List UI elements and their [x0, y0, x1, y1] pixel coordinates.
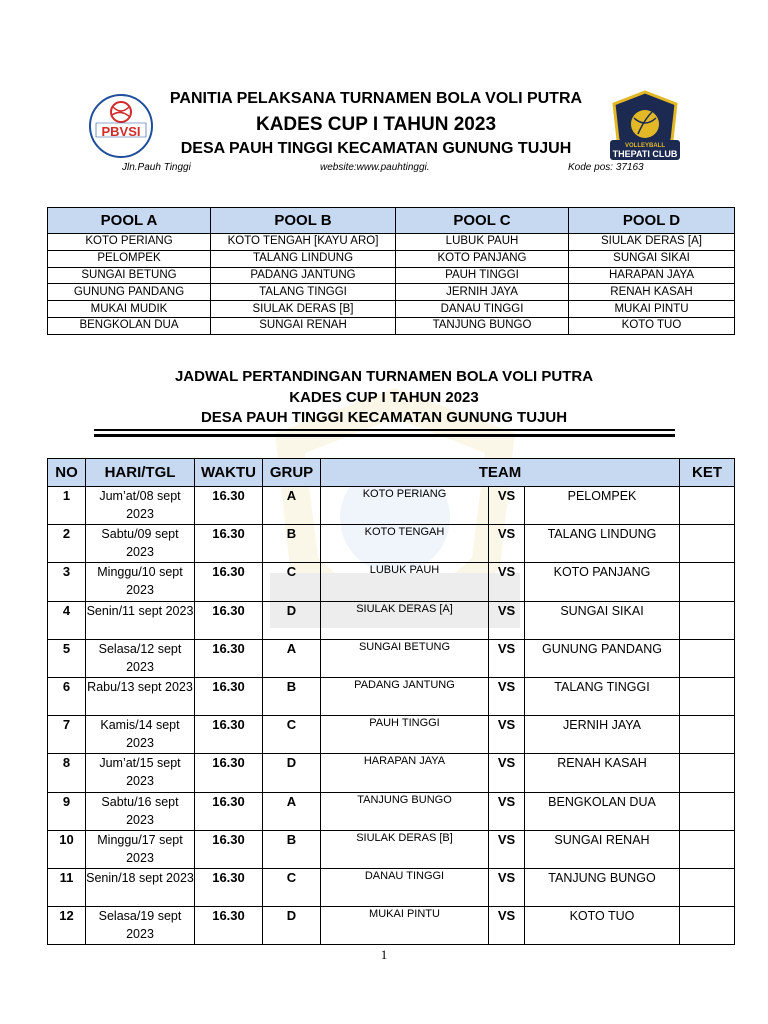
match-note — [680, 525, 735, 563]
header-team: TEAM — [321, 459, 680, 487]
svg-text:THEPATI CLUB: THEPATI CLUB — [612, 149, 678, 159]
schedule-title-line2: KADES CUP I TAHUN 2023 — [289, 389, 479, 406]
match-date: Jum’at/08 sept 2023 — [86, 487, 195, 525]
match-time: 16.30 — [195, 907, 263, 945]
versus-label: VS — [489, 792, 525, 830]
match-group: C — [263, 868, 321, 906]
match-time: 16.30 — [195, 754, 263, 792]
schedule-row — [48, 907, 735, 945]
pool-header-c: POOL C — [396, 208, 569, 234]
match-group: B — [263, 525, 321, 563]
away-team: KOTO PANJANG — [525, 563, 680, 601]
versus-label: VS — [489, 639, 525, 677]
match-note — [680, 907, 735, 945]
pool-row — [48, 301, 735, 318]
schedule-row — [48, 487, 735, 525]
header-title-line3: DESA PAUH TINGGI KECAMATAN GUNUNG TUJUH — [180, 140, 572, 157]
schedule-title-line1: JADWAL PERTANDINGAN TURNAMEN BOLA VOLI PUTRA — [174, 368, 594, 385]
match-number: 4 — [48, 601, 86, 639]
match-group: B — [263, 830, 321, 868]
header-address: Jln.Pauh Tinggi — [122, 162, 191, 173]
pool-row — [48, 267, 735, 284]
away-team: SUNGAI SIKAI — [525, 601, 680, 639]
match-time: 16.30 — [195, 601, 263, 639]
versus-label: VS — [489, 754, 525, 792]
match-time: 16.30 — [195, 639, 263, 677]
away-team: JERNIH JAYA — [525, 716, 680, 754]
pool-header-a: POOL A — [48, 208, 211, 234]
pool-row — [48, 234, 735, 251]
header-contact-line — [0, 162, 768, 176]
match-date: Senin/11 sept 2023 — [86, 601, 195, 639]
schedule-row — [48, 830, 735, 868]
versus-label: VS — [489, 716, 525, 754]
pool-header-b: POOL B — [211, 208, 396, 234]
match-date: Senin/18 sept 2023 — [86, 868, 195, 906]
home-team: SIULAK DERAS [B] — [321, 830, 489, 868]
page-number: 1 — [380, 947, 388, 962]
pool-cell: BENGKOLAN DUA — [48, 317, 211, 334]
match-group: D — [263, 754, 321, 792]
pool-cell: TALANG LINDUNG — [211, 250, 396, 267]
pool-cell: SUNGAI BETUNG — [48, 267, 211, 284]
versus-label: VS — [489, 677, 525, 715]
match-group: B — [263, 677, 321, 715]
home-team: SIULAK DERAS [A] — [321, 601, 489, 639]
pool-cell: MUKAI PINTU — [569, 301, 735, 318]
home-team: SUNGAI BETUNG — [321, 639, 489, 677]
match-number: 2 — [48, 525, 86, 563]
match-date: Selasa/12 sept 2023 — [86, 639, 195, 677]
versus-label: VS — [489, 907, 525, 945]
match-note — [680, 716, 735, 754]
header-website: website:www.pauhtinggi. — [320, 162, 430, 173]
schedule-header-row — [48, 459, 735, 487]
schedule-row — [48, 639, 735, 677]
match-group: C — [263, 563, 321, 601]
match-note — [680, 487, 735, 525]
match-date: Jum’at/15 sept 2023 — [86, 754, 195, 792]
match-number: 5 — [48, 639, 86, 677]
match-number: 1 — [48, 487, 86, 525]
match-number: 12 — [48, 907, 86, 945]
schedule-row — [48, 868, 735, 906]
pool-cell: JERNIH JAYA — [396, 284, 569, 301]
pool-cell: TALANG TINGGI — [211, 284, 396, 301]
away-team: TALANG LINDUNG — [525, 525, 680, 563]
header-group: GRUP — [263, 459, 321, 487]
header-no: NO — [48, 459, 86, 487]
away-team: BENGKOLAN DUA — [525, 792, 680, 830]
home-team: KOTO PERIANG — [321, 487, 489, 525]
versus-label: VS — [489, 563, 525, 601]
pool-cell: PADANG JANTUNG — [211, 267, 396, 284]
home-team: MUKAI PINTU — [321, 907, 489, 945]
svg-text:PBVSI: PBVSI — [101, 124, 141, 139]
svg-text:VOLLEYBALL: VOLLEYBALL — [625, 143, 665, 149]
pool-cell: SIULAK DERAS [B] — [211, 301, 396, 318]
versus-label: VS — [489, 830, 525, 868]
schedule-row — [48, 792, 735, 830]
home-team: PADANG JANTUNG — [321, 677, 489, 715]
match-group: D — [263, 907, 321, 945]
match-time: 16.30 — [195, 563, 263, 601]
match-date: Sabtu/09 sept 2023 — [86, 525, 195, 563]
match-group: A — [263, 792, 321, 830]
pool-row — [48, 250, 735, 267]
pool-cell: PELOMPEK — [48, 250, 211, 267]
match-time: 16.30 — [195, 487, 263, 525]
pool-header-row — [48, 208, 735, 234]
pool-cell: PAUH TINGGI — [396, 267, 569, 284]
match-note — [680, 601, 735, 639]
pool-cell: SIULAK DERAS [A] — [569, 234, 735, 251]
header-time: WAKTU — [195, 459, 263, 487]
title-divider-thick — [94, 434, 675, 437]
pool-cell: MUKAI MUDIK — [48, 301, 211, 318]
schedule-row — [48, 754, 735, 792]
pool-cell: RENAH KASAH — [569, 284, 735, 301]
match-time: 16.30 — [195, 868, 263, 906]
away-team: TALANG TINGGI — [525, 677, 680, 715]
match-group: C — [263, 716, 321, 754]
match-number: 10 — [48, 830, 86, 868]
match-number: 8 — [48, 754, 86, 792]
match-time: 16.30 — [195, 716, 263, 754]
away-team: GUNUNG PANDANG — [525, 639, 680, 677]
pool-cell: SUNGAI SIKAI — [569, 250, 735, 267]
schedule-row — [48, 525, 735, 563]
match-number: 6 — [48, 677, 86, 715]
pool-row — [48, 317, 735, 334]
match-number: 7 — [48, 716, 86, 754]
match-time: 16.30 — [195, 792, 263, 830]
match-date: Sabtu/16 sept 2023 — [86, 792, 195, 830]
header-date: HARI/TGL — [86, 459, 195, 487]
match-group: A — [263, 487, 321, 525]
pool-header-d: POOL D — [569, 208, 735, 234]
schedule-table — [47, 458, 735, 945]
title-divider-thin — [94, 429, 675, 431]
match-time: 16.30 — [195, 830, 263, 868]
match-note — [680, 563, 735, 601]
pool-cell: GUNUNG PANDANG — [48, 284, 211, 301]
match-date: Selasa/19 sept 2023 — [86, 907, 195, 945]
pool-cell: DANAU TINGGI — [396, 301, 569, 318]
home-team: PAUH TINGGI — [321, 716, 489, 754]
versus-label: VS — [489, 525, 525, 563]
match-date: Minggu/17 sept 2023 — [86, 830, 195, 868]
versus-label: VS — [489, 487, 525, 525]
away-team: KOTO TUO — [525, 907, 680, 945]
header-title-line2: KADES CUP I TAHUN 2023 — [255, 114, 497, 135]
match-date: Minggu/10 sept 2023 — [86, 563, 195, 601]
match-number: 9 — [48, 792, 86, 830]
match-date: Kamis/14 sept 2023 — [86, 716, 195, 754]
match-note — [680, 830, 735, 868]
versus-label: VS — [489, 601, 525, 639]
pool-cell: KOTO TENGAH [KAYU ARO] — [211, 234, 396, 251]
match-number: 11 — [48, 868, 86, 906]
match-note — [680, 677, 735, 715]
match-note — [680, 868, 735, 906]
match-time: 16.30 — [195, 677, 263, 715]
pool-cell: TANJUNG BUNGO — [396, 317, 569, 334]
schedule-row — [48, 601, 735, 639]
header-postal-code: Kode pos: 37163 — [568, 162, 644, 173]
schedule-row — [48, 677, 735, 715]
away-team: RENAH KASAH — [525, 754, 680, 792]
schedule-title-line3: DESA PAUH TINGGI KECAMATAN GUNUNG TUJUH — [200, 409, 568, 426]
match-number: 3 — [48, 563, 86, 601]
home-team: HARAPAN JAYA — [321, 754, 489, 792]
home-team: DANAU TINGGI — [321, 868, 489, 906]
match-group: A — [263, 639, 321, 677]
pool-cell: HARAPAN JAYA — [569, 267, 735, 284]
pool-table — [47, 207, 735, 335]
match-date: Rabu/13 sept 2023 — [86, 677, 195, 715]
header-title-line1: PANITIA PELAKSANA TURNAMEN BOLA VOLI PUTRA — [169, 90, 583, 107]
versus-label: VS — [489, 868, 525, 906]
match-time: 16.30 — [195, 525, 263, 563]
match-group: D — [263, 601, 321, 639]
match-note — [680, 754, 735, 792]
pool-cell: LUBUK PAUH — [396, 234, 569, 251]
away-team: TANJUNG BUNGO — [525, 868, 680, 906]
pool-row — [48, 284, 735, 301]
away-team: PELOMPEK — [525, 487, 680, 525]
match-note — [680, 792, 735, 830]
schedule-row — [48, 563, 735, 601]
away-team: SUNGAI RENAH — [525, 830, 680, 868]
match-note — [680, 639, 735, 677]
pool-cell: SUNGAI RENAH — [211, 317, 396, 334]
pool-cell: KOTO PANJANG — [396, 250, 569, 267]
home-team: LUBUK PAUH — [321, 563, 489, 601]
pool-cell: KOTO PERIANG — [48, 234, 211, 251]
schedule-row — [48, 716, 735, 754]
header-note: KET — [680, 459, 735, 487]
home-team: TANJUNG BUNGO — [321, 792, 489, 830]
pool-cell: KOTO TUO — [569, 317, 735, 334]
home-team: KOTO TENGAH — [321, 525, 489, 563]
